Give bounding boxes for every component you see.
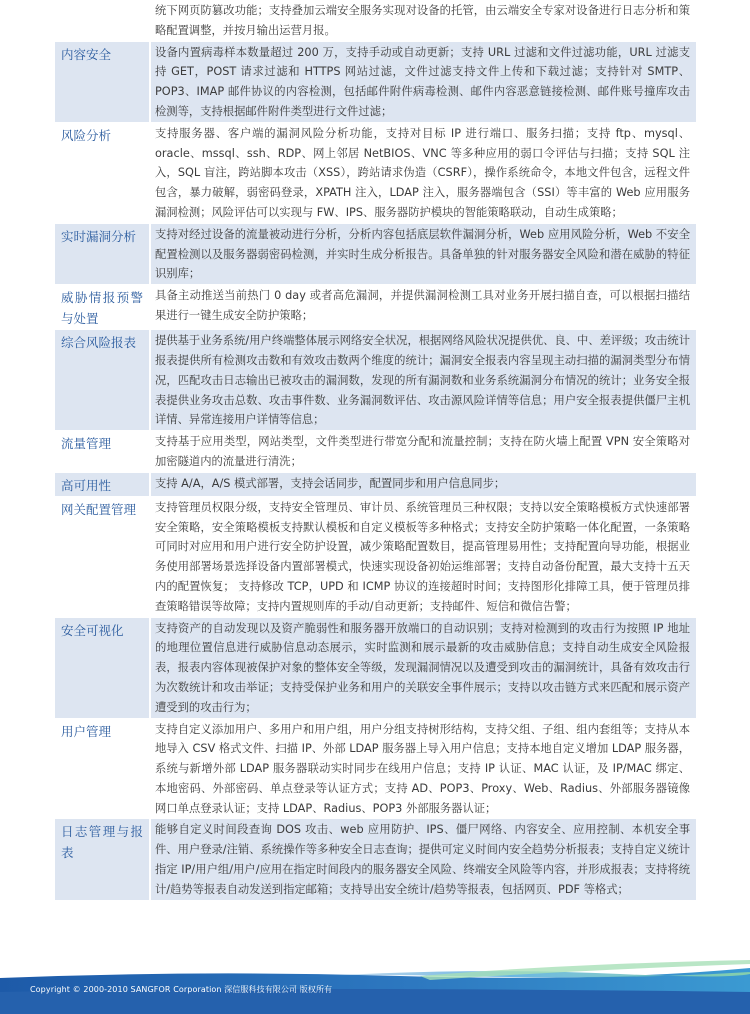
spec-row-traffic	[55, 431, 696, 473]
row-label: 用户管理	[55, 719, 149, 820]
row-label: 威胁情报预警与处置	[55, 285, 149, 330]
row-content: 支持基于应用类型，网站类型，文件类型进行带宽分配和流量控制；支持在防火墙上配置 VPN 安全策略对加密隧道内的流量进行清洗；	[151, 431, 696, 473]
spec-row-user-management	[55, 719, 696, 820]
row-content: 设备内置病毒样本数量超过 200 万，支持手动或自动更新；支持 URL 过滤和文件过滤功能，URL 过滤支持 GET，POST 请求过滤和 HTTPS 网站过滤，文件过滤支持文件上传和下载过滤；支持针对 SMTP、POP3、IMAP 邮件协议的内容检测，包括邮件附件病毒检测、邮件内容恶意链接检测、邮件账号撞库攻击检测等，支持根据邮件附件类型进行文件过滤；	[151, 42, 696, 123]
row-content: 支持服务器、客户端的漏洞风险分析功能，支持对目标 IP 进行端口、服务扫描；支持 ftp、mysql、oracle、mssql、ssh、RDP、网上邻居 NetBIOS、VNC 等多种应用的弱口令评估与扫描；支持 SQL 注入，SQL 盲注，跨站脚本攻击（XSS），跨站请求伪造（CSRF），操作系统命令，本地文件包含，远程文件包含，暴力破解，弱密码登录，XPATH 注入，LDAP 注入，服务器端包含（SSI）等丰富的 Web 应用服务漏洞检测；风险评估可以实现与 FW、IPS、服务器防护模块的智能策略联动，自动生成策略；	[151, 123, 696, 224]
row-label: 安全可视化	[55, 618, 149, 719]
row-label: 风险分析	[55, 123, 149, 224]
spec-row-risk-analysis	[55, 123, 696, 224]
spec-row-high-availability	[55, 473, 696, 497]
spec-row-realtime-vuln	[55, 224, 696, 285]
spec-row-log-report	[55, 819, 696, 900]
row-content: 统下网页防篡改功能；支持叠加云端安全服务实现对设备的托管，由云端安全专家对设备进行日志分析和策略配置调整，并按月输出运营月报。	[151, 0, 696, 42]
row-content: 具备主动推送当前热门 0 day 或者高危漏洞，并提供漏洞检测工具对业务开展扫描自查，可以根据扫描结果进行一键生成安全防护策略；	[151, 285, 696, 330]
row-label: 内容安全	[55, 42, 149, 123]
spec-row-gateway-config	[55, 497, 696, 618]
row-label: 流量管理	[55, 431, 149, 473]
row-label: 网关配置管理	[55, 497, 149, 618]
row-content: 支持 A/A，A/S 模式部署，支持会话同步，配置同步和用户信息同步；	[151, 473, 696, 497]
spec-row-risk-report	[55, 330, 696, 431]
row-label: 高可用性	[55, 473, 149, 497]
row-label: 实时漏洞分析	[55, 224, 149, 285]
spec-row-monitoring	[55, 0, 696, 42]
row-content: 提供基于业务系统/用户终端整体展示网络安全状况，根据网络风险状况提供优、良、中、差评级；攻击统计报表提供所有检测攻击数和有效攻击数两个维度的统计；漏洞安全报表内容呈现主动扫描的漏洞类型分布情况，匹配攻击日志输出已被攻击的漏洞数，发现的所有漏洞数和业务系统漏洞分布情况的统计；业务安全报表提供业务攻击总数、攻击事件数、业务漏洞数评估、攻击源风险详情等信息；用户安全报表提供僵尸主机详情、异常连接用户详情等信息；	[151, 330, 696, 431]
row-content: 支持资产的自动发现以及资产脆弱性和服务器开放端口的自动识别；支持对检测到的攻击行为按照 IP 地址的地理位置信息进行威胁信息动态展示，实时监测和展示最新的攻击威胁信息；支持自动生成安全风险报表，报表内容体现被保护对象的整体安全等级，发现漏洞情况以及遭受到攻击的漏洞统计，具备有效攻击行为次数统计和攻击举证；支持受保护业务和用户的关联安全事件展示；支持以攻击链方式来匹配和展示资产遭受到的攻击行为；	[151, 618, 696, 719]
row-content: 支持自定义添加用户、多用户和用户组，用户分组支持树形结构，支持父组、子组、组内套组等；支持从本地导入 CSV 格式文件、扫描 IP、外部 LDAP 服务器上导入用户信息；支持本地自定义增加 LDAP 服务器，系统与新增外部 LDAP 服务器联动实时同步在线用户信息；支持 IP 认证、MAC 认证，及 IP/MAC 绑定、本地密码、外部密码、单点登录等认证方式；支持 AD、POP3、Proxy、Web、Radius、外部服务器镜像网口单点登录认证；支持 LDAP、Radius、POP3 外部服务器认证；	[151, 719, 696, 820]
row-content: 支持管理员权限分级，支持安全管理员、审计员、系统管理员三种权限；支持以安全策略模板方式快速部署安全策略，安全策略模板支持默认模板和自定义模板等多种格式；支持安全防护策略一体化配置，一条策略可同时对应用和用户进行安全防护设置，减少策略配置数目，提高管理易用性；支持配置向导功能，根据业务使用部署场景选择设备内置部署模式，快速实现设备初始运维部署；支持自动备份配置，最大支持十五天内的配置恢复； 支持修改 TCP，UPD 和 ICMP 协议的连接超时时间；支持图形化排障工具，便于管理员排查策略错误等故障；支持内置规则库的手动/自动更新；支持邮件、短信和微信告警；	[151, 497, 696, 618]
row-content: 支持对经过设备的流量被动进行分析，分析内容包括底层软件漏洞分析，Web 应用风险分析，Web 不安全配置检测以及服务器弱密码检测，并实时生成分析报告。具备单独的针对服务器安全风险和潜在威胁的特征识别库；	[151, 224, 696, 285]
row-label: 日志管理与报表	[55, 819, 149, 900]
row-label	[55, 0, 149, 42]
spec-row-visualization	[55, 618, 696, 719]
footer-copyright: Copyright © 2000-2010 SANGFOR Corporation 深信服科技有限公司 版权所有	[30, 985, 333, 994]
row-label: 综合风险报表	[55, 330, 149, 431]
spec-row-threat-intel	[55, 285, 696, 330]
row-content: 能够自定义时间段查询 DOS 攻击、web 应用防护、IPS、僵尸网络、内容安全、应用控制、本机安全事件、用户登录/注销、系统操作等多种安全日志查询；提供可定义时间内安全趋势分析报表；支持自定义统计指定 IP/用户组/用户/应用在指定时间段内的服务器安全风险、终端安全风险等内容，并形成报表；支持将统计/趋势等报表自动发送到指定邮箱；支持导出安全统计/趋势等报表，包括网页、PDF 等格式；	[151, 819, 696, 900]
spec-table	[55, 0, 696, 901]
spec-row-content-security	[55, 42, 696, 123]
